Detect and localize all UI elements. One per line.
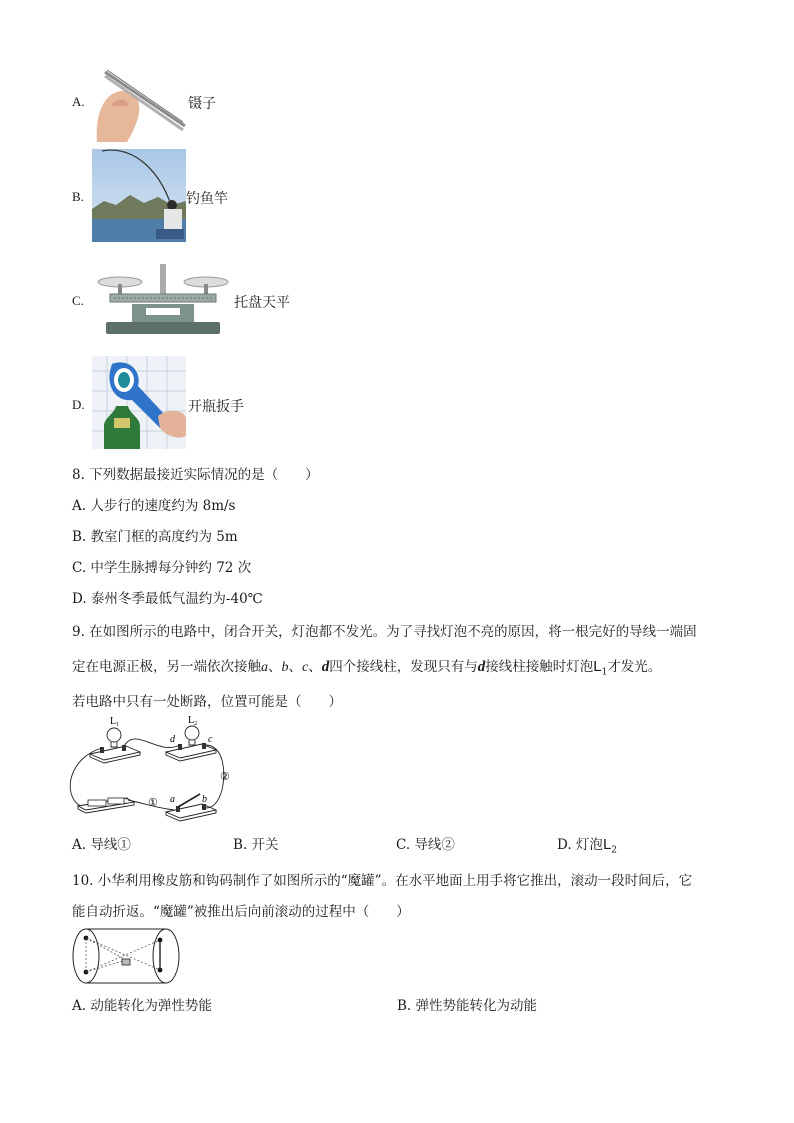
- q9-option-d: D. 灯泡$L_2$: [557, 836, 618, 856]
- option-letter-d: D.: [72, 397, 85, 412]
- q9-option-a: A. 导线①: [72, 837, 131, 853]
- wire-2-label: ②: [220, 771, 230, 783]
- terminal-c-label: c: [208, 734, 213, 745]
- question-8-stem: 8. 下列数据最接近实际情况的是（ ）: [72, 467, 319, 483]
- option-caption-b: 钓鱼竿: [186, 191, 228, 207]
- q8-option-d: D. 泰州冬季最低气温约为-40℃: [72, 591, 263, 607]
- tweezers-photo-icon: [93, 66, 187, 142]
- option-caption-c: 托盘天平: [234, 295, 290, 311]
- wire-1-label: ①: [148, 797, 158, 809]
- terminal-a-label: a: [170, 794, 175, 805]
- terminal-d-label: d: [170, 734, 175, 745]
- terminal-b-label: b: [202, 794, 207, 805]
- q8-option-a: A. 人步行的速度约为 8m/s: [72, 498, 236, 514]
- fishing-rod-photo-icon: [92, 149, 186, 242]
- q9-option-b: B. 开关: [233, 837, 279, 853]
- q9-option-c: C. 导线②: [396, 837, 455, 853]
- option-letter-b: B.: [72, 189, 84, 204]
- q8-option-c: C. 中学生脉搏每分钟约 72 次: [72, 560, 252, 576]
- question-10-line-1: 10. 小华利用橡皮筋和钩码制作了如图所示的“魔罐”。在水平地面上用手将它推出，滚动一段时间后，它: [72, 873, 693, 889]
- balance-scale-photo-icon: [92, 258, 234, 342]
- circuit-diagram: [66, 712, 246, 828]
- q10-option-b: B. 弹性势能转化为动能: [397, 998, 538, 1014]
- option-caption-d: 开瓶扳手: [188, 399, 244, 415]
- question-9-line-2: 定在电源正极，另一端依次接触a、b、c、d四个接线柱，发现只有与d接线柱接触时灯泡$L_1$才发光。: [72, 658, 662, 678]
- lamp-l1-label: $L_1$: [110, 716, 120, 728]
- question-9-line-1: 9. 在如图所示的电路中，闭合开关，灯泡都不发光。为了寻找灯泡不亮的原因，将一根完好的导线一端固: [72, 624, 697, 640]
- lamp-l2-label: $L_2$: [188, 715, 198, 727]
- magic-can-diagram: [70, 926, 182, 986]
- bottle-opener-photo-icon: [92, 356, 186, 449]
- option-letter-a: A.: [72, 94, 85, 109]
- option-caption-a: 镊子: [188, 96, 216, 112]
- question-10-line-2: 能自动折返。“魔罐”被推出后向前滚动的过程中（ ）: [72, 904, 410, 920]
- option-letter-c: C.: [72, 293, 84, 308]
- question-9-line-3: 若电路中只有一处断路，位置可能是（ ）: [72, 694, 342, 710]
- q8-option-b: B. 教室门框的高度约为 5m: [72, 529, 238, 545]
- q10-option-a: A. 动能转化为弹性势能: [72, 998, 212, 1014]
